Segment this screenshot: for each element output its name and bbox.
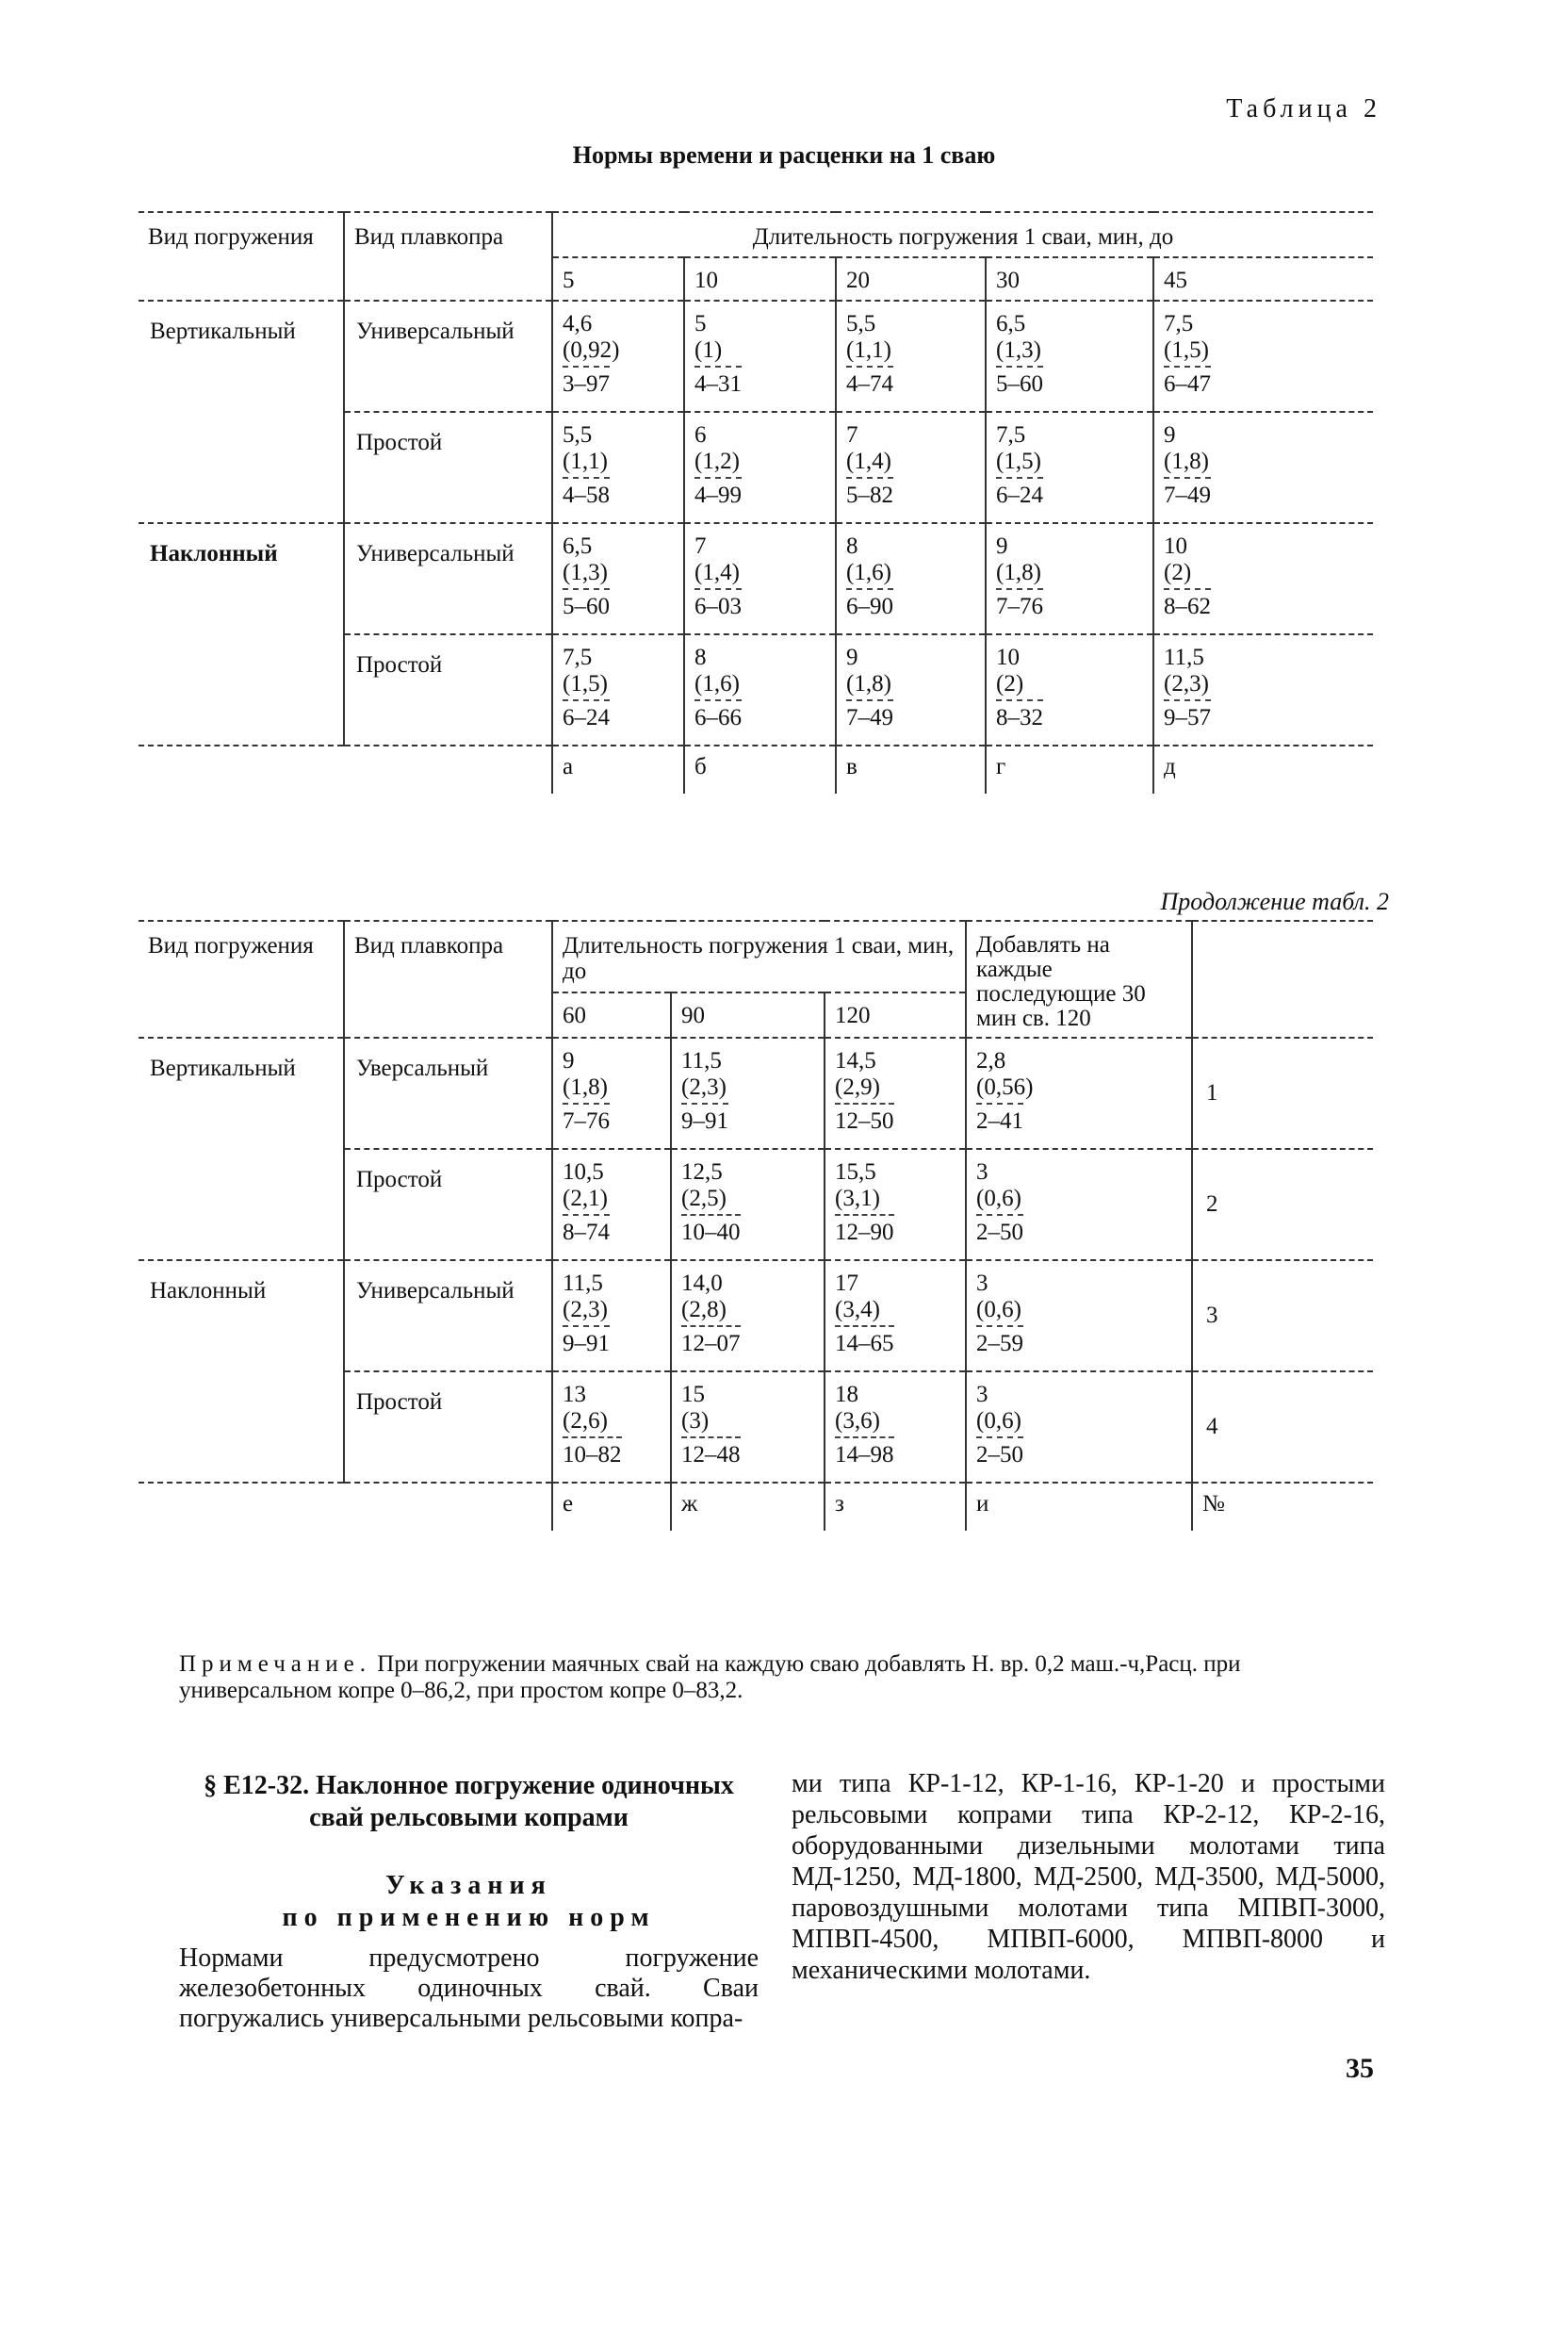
table-title: Нормы времени и расценки на 1 сваю: [572, 141, 996, 169]
norms-table-2: [139, 920, 1373, 1531]
norm-time: 10: [996, 645, 1020, 670]
header-index: [1192, 921, 1373, 1038]
rate-value: 12–90: [835, 1214, 894, 1246]
norm-time: 7: [694, 533, 707, 559]
norm-time: 11,5: [681, 1048, 722, 1074]
rate-value: 10–82: [563, 1436, 622, 1468]
table-row: [139, 1149, 1373, 1260]
machine-time: (1,2): [694, 449, 740, 474]
rate-value: 4–31: [694, 366, 742, 398]
rate-value: 9–91: [563, 1325, 610, 1357]
norm-time: 7,5: [1164, 311, 1194, 336]
machine-time: (1,8): [563, 1074, 608, 1100]
machine-time: (1,6): [694, 671, 740, 697]
column-letter: б: [684, 746, 836, 794]
note-text: При погружении маячных свай на каждую сваю добавлять Н. вр. 0,2 маш.-ч,Расц. при универсальном копре 0–86,2, при простом копре 0–83,2.: [179, 1651, 1241, 1703]
machine-time: (1,5): [563, 671, 608, 697]
rig-label: Универсальный: [344, 1260, 552, 1371]
norm-cell: [836, 523, 986, 634]
norm-time: 18: [835, 1382, 858, 1407]
norm-time: 14,0: [681, 1271, 723, 1296]
machine-time: (0,6): [976, 1186, 1021, 1211]
table-row: [139, 1260, 1373, 1371]
rate-value: 7–49: [1164, 477, 1211, 509]
rate-value: 4–99: [694, 477, 742, 509]
norm-cell: [552, 1038, 671, 1149]
norm-cell: [684, 634, 836, 746]
column-letter: в: [836, 746, 986, 794]
machine-time: (3,4): [835, 1297, 880, 1322]
method-label: Вертикальный: [139, 301, 344, 412]
rate-value: 12–48: [681, 1436, 741, 1468]
rig-label: Простой: [344, 634, 552, 746]
norm-cell: [671, 1038, 825, 1149]
machine-time: (1,6): [846, 560, 891, 585]
machine-time: (2,3): [1164, 671, 1209, 697]
norm-time: 9: [1164, 422, 1176, 448]
machine-time: (3,6): [835, 1408, 880, 1434]
table-row: [139, 523, 1373, 634]
rate-value: 14–65: [835, 1325, 894, 1357]
rate-value: 6–90: [846, 588, 893, 620]
norm-time: 6,5: [996, 311, 1026, 336]
norm-time: 5,5: [846, 311, 876, 336]
rate-value: 8–32: [996, 699, 1043, 731]
norm-cell: [836, 301, 986, 412]
rate-value: 9–91: [681, 1103, 728, 1135]
norm-cell: [825, 1371, 966, 1483]
machine-time: (2): [1164, 560, 1192, 585]
letter-blank: [344, 1483, 552, 1531]
machine-time: (1,4): [846, 449, 891, 474]
norm-cell: [836, 412, 986, 523]
norm-cell: [684, 523, 836, 634]
machine-time: (1,8): [996, 560, 1041, 585]
table-row: [139, 1038, 1373, 1149]
section-body-right: ми типа КР-1-12, КР-1-16, КР-1-20 и простыми рельсовыми копрами типа КР-2-12, КР-2-16, оборудованными дизельными молотами типа МД-1250, МД-1800, МД-2500, МД-3500, МД-5000, паровоздушными молотами типа МПВП-3000, МПВП-4500, МПВП-6000, МПВП-8000 и механическими молотами.: [792, 1769, 1385, 1985]
rate-value: 2–50: [976, 1436, 1023, 1468]
duration-header: 30: [986, 257, 1153, 301]
machine-time: (2,6): [563, 1408, 608, 1434]
row-number: 1: [1192, 1038, 1373, 1149]
machine-time: (2,3): [681, 1074, 727, 1100]
rig-label: Уверсальный: [344, 1038, 552, 1149]
method-label: [139, 1371, 344, 1483]
rate-value: 6–47: [1164, 366, 1211, 398]
rate-value: 12–07: [681, 1325, 741, 1357]
rig-label: Простой: [344, 1371, 552, 1483]
norm-time: 6: [694, 422, 707, 448]
norm-time: 9: [846, 645, 858, 670]
norm-time: 3: [976, 1159, 988, 1185]
norm-time: 5: [694, 311, 707, 336]
norm-cell: [552, 1260, 671, 1371]
rate-value: 3–97: [563, 366, 610, 398]
norm-cell: [552, 301, 684, 412]
machine-time: (1,1): [846, 337, 891, 363]
norm-time: 8: [846, 533, 858, 559]
norm-cell: [966, 1038, 1192, 1149]
column-letter: е: [552, 1483, 671, 1531]
norm-time: 7,5: [996, 422, 1026, 448]
row-number: 3: [1192, 1260, 1373, 1371]
norm-cell: [1153, 634, 1373, 746]
rate-value: 14–98: [835, 1436, 894, 1468]
machine-time: (1,3): [563, 560, 608, 585]
norm-time: 8: [694, 645, 707, 670]
header-duration: Длительность погружения 1 сваи, мин, до: [552, 212, 1373, 257]
norm-cell: [1153, 412, 1373, 523]
rig-label: Универсальный: [344, 301, 552, 412]
rate-value: 5–82: [846, 477, 893, 509]
norm-time: 3: [976, 1382, 988, 1407]
machine-time: (3): [681, 1408, 710, 1434]
header-rig: Вид плавкопра: [344, 212, 552, 301]
duration-header: 60: [552, 992, 671, 1038]
table-note: [179, 1651, 1395, 1704]
duration-header: 5: [552, 257, 684, 301]
rig-label: Простой: [344, 412, 552, 523]
norm-cell: [986, 523, 1153, 634]
norm-cell: [671, 1371, 825, 1483]
norms-table-1: [139, 211, 1373, 794]
rate-value: 12–50: [835, 1103, 894, 1135]
machine-time: (3,1): [835, 1186, 880, 1211]
machine-time: (0,6): [976, 1297, 1021, 1322]
column-letter: и: [966, 1483, 1192, 1531]
method-label: [139, 412, 344, 523]
machine-time: (1): [694, 337, 723, 363]
norm-time: 14,5: [835, 1048, 876, 1074]
rig-label: Простой: [344, 1149, 552, 1260]
section-body-left: Нормами предусмотрено погружение железобетонных одиночных свай. Сваи погружались универсальными рельсовыми копра-: [179, 1943, 759, 2033]
row-number: 4: [1192, 1371, 1373, 1483]
section-subtitle-1: Указания: [385, 1871, 552, 1900]
left-column: [179, 1770, 759, 2034]
norm-cell: [986, 634, 1153, 746]
norm-cell: [825, 1260, 966, 1371]
rate-value: 10–40: [681, 1214, 741, 1246]
machine-time: (2,8): [681, 1297, 727, 1322]
norm-time: 11,5: [1164, 645, 1204, 670]
norm-cell: [552, 412, 684, 523]
continued-label: Продолжение табл. 2: [1160, 888, 1389, 915]
rate-value: 6–03: [694, 588, 742, 620]
table-row: [139, 412, 1373, 523]
duration-header: 45: [1153, 257, 1373, 301]
norm-time: 4,6: [563, 311, 593, 336]
machine-time: (1,8): [1164, 449, 1209, 474]
column-letter: ж: [671, 1483, 825, 1531]
rate-value: 4–74: [846, 366, 893, 398]
header-rig: Вид плавкопра: [344, 921, 552, 1038]
rate-value: 7–76: [996, 588, 1043, 620]
column-letter: з: [825, 1483, 966, 1531]
column-letter: а: [552, 746, 684, 794]
number-sign: №: [1192, 1483, 1373, 1531]
method-label: [139, 1149, 344, 1260]
norm-cell: [684, 412, 836, 523]
column-letter: г: [986, 746, 1153, 794]
header-duration: Длительность погружения 1 сваи, мин, до: [552, 921, 966, 992]
header-add-per-30min: Добавлять на каждые последующие 30 мин св. 120: [966, 921, 1192, 1038]
norm-cell: [684, 301, 836, 412]
norm-time: 17: [835, 1271, 858, 1296]
row-number: 2: [1192, 1149, 1373, 1260]
machine-time: (0,56): [976, 1074, 1034, 1100]
norm-cell: [1153, 301, 1373, 412]
norm-time: 13: [563, 1382, 586, 1407]
norm-cell: [552, 1149, 671, 1260]
note-lead: Примечание.: [179, 1651, 372, 1677]
norm-cell: [671, 1260, 825, 1371]
machine-time: (0,92): [563, 337, 620, 363]
norm-cell: [986, 412, 1153, 523]
duration-header: 10: [684, 257, 836, 301]
norm-cell: [825, 1038, 966, 1149]
norm-time: 5,5: [563, 422, 593, 448]
norm-cell: [1153, 523, 1373, 634]
norm-time: 10,5: [563, 1159, 604, 1185]
rate-value: 4–58: [563, 477, 610, 509]
norm-cell: [552, 1371, 671, 1483]
norm-cell: [552, 634, 684, 746]
norm-time: 11,5: [563, 1271, 603, 1296]
norm-cell: [825, 1149, 966, 1260]
table-row: [139, 301, 1373, 412]
norm-time: 10: [1164, 533, 1187, 559]
method-label: Наклонный: [139, 523, 344, 634]
rate-value: 6–24: [996, 477, 1043, 509]
norm-cell: [552, 523, 684, 634]
norm-cell: [836, 634, 986, 746]
table-label: Таблица 2: [1226, 94, 1381, 123]
machine-time: (2): [996, 671, 1024, 697]
machine-time: (1,5): [1164, 337, 1209, 363]
header-method: Вид погружения: [139, 212, 344, 301]
rate-value: 2–41: [976, 1103, 1023, 1135]
norm-time: 6,5: [563, 533, 593, 559]
letter-blank: [139, 746, 344, 794]
rate-value: 8–74: [563, 1214, 610, 1246]
rate-value: 6–66: [694, 699, 742, 731]
machine-time: (1,1): [563, 449, 608, 474]
machine-time: (1,3): [996, 337, 1041, 363]
rate-value: 5–60: [996, 366, 1043, 398]
machine-time: (1,8): [846, 671, 891, 697]
column-letter: д: [1153, 746, 1373, 794]
letter-blank: [344, 746, 552, 794]
machine-time: (0,6): [976, 1408, 1021, 1434]
norm-cell: [986, 301, 1153, 412]
norm-time: 9: [563, 1048, 575, 1074]
page-number: 35: [1346, 2053, 1374, 2084]
method-label: Наклонный: [139, 1260, 344, 1371]
table-row: [139, 1371, 1373, 1483]
machine-time: (1,5): [996, 449, 1041, 474]
machine-time: (2,9): [835, 1074, 880, 1100]
norm-cell: [671, 1149, 825, 1260]
norm-time: 15: [681, 1382, 705, 1407]
rate-value: 8–62: [1164, 588, 1211, 620]
table-row: [139, 634, 1373, 746]
norm-time: 2,8: [976, 1048, 1006, 1074]
norm-time: 7: [846, 422, 858, 448]
norm-cell: [966, 1260, 1192, 1371]
rate-value: 5–60: [563, 588, 610, 620]
header-method: Вид погружения: [139, 921, 344, 1038]
section-subtitle-2: по применению норм: [282, 1903, 656, 1932]
rate-value: 2–50: [976, 1214, 1023, 1246]
rate-value: 6–24: [563, 699, 610, 731]
method-label: [139, 634, 344, 746]
norm-time: 9: [996, 533, 1008, 559]
machine-time: (2,3): [563, 1297, 608, 1322]
rate-value: 9–57: [1164, 699, 1211, 731]
norm-cell: [966, 1149, 1192, 1260]
method-label: Вертикальный: [139, 1038, 344, 1149]
norm-cell: [966, 1371, 1192, 1483]
machine-time: (2,5): [681, 1186, 727, 1211]
duration-header: 20: [836, 257, 986, 301]
rate-value: 7–76: [563, 1103, 610, 1135]
duration-header: 90: [671, 992, 825, 1038]
norm-time: 12,5: [681, 1159, 723, 1185]
section-title: § Е12-32. Наклонное погружение одиночных свай рельсовыми копрами: [204, 1771, 734, 1832]
rig-label: Универсальный: [344, 523, 552, 634]
machine-time: (2,1): [563, 1186, 608, 1211]
machine-time: (1,4): [694, 560, 740, 585]
duration-header: 120: [825, 992, 966, 1038]
norm-time: 7,5: [563, 645, 593, 670]
rate-value: 7–49: [846, 699, 893, 731]
norm-time: 3: [976, 1271, 988, 1296]
letter-blank: [139, 1483, 344, 1531]
norm-time: 15,5: [835, 1159, 876, 1185]
rate-value: 2–59: [976, 1325, 1023, 1357]
